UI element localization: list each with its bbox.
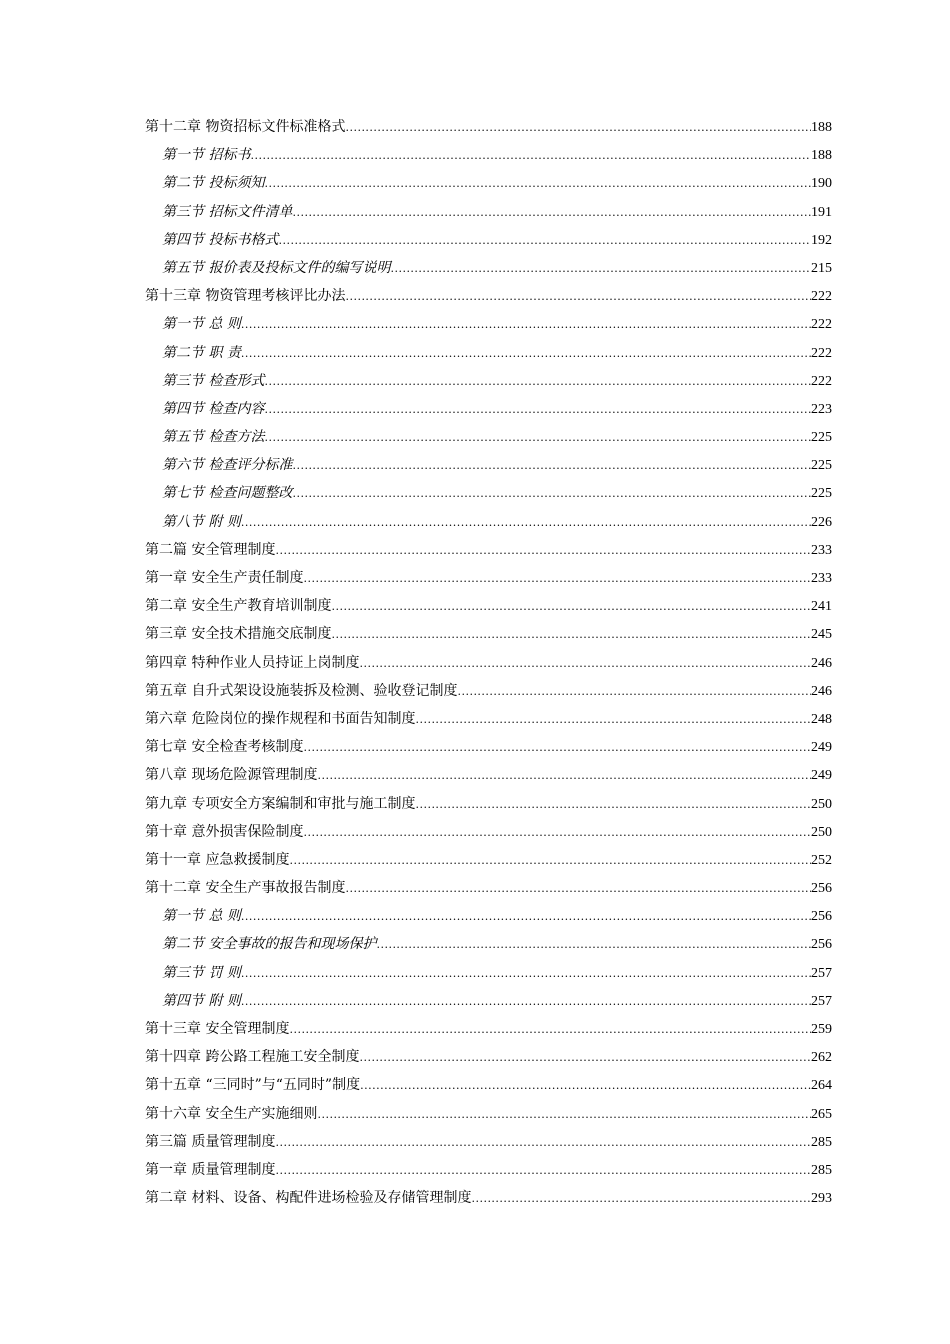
- toc-chapter-entry[interactable]: [145, 1071, 832, 1099]
- toc-dot-leader: [390, 254, 811, 283]
- toc-entry-title: 第二章 安全生产教育培训制度: [145, 598, 332, 615]
- toc-section-entry[interactable]: [145, 508, 832, 536]
- toc-section-entry[interactable]: [145, 310, 832, 338]
- toc-section-entry[interactable]: [145, 479, 832, 507]
- toc-page-number: 222: [811, 289, 832, 305]
- toc-section-entry[interactable]: [145, 930, 832, 958]
- toc-dot-leader: [275, 1128, 811, 1157]
- toc-chapter-entry[interactable]: [145, 761, 832, 789]
- toc-page-number: 245: [811, 627, 832, 643]
- toc-entry-title: 第七节 检查问题整改: [162, 485, 293, 502]
- toc-entry-title: 第九章 专项安全方案编制和审批与施工制度: [145, 795, 416, 812]
- toc-page-number: 192: [811, 232, 832, 248]
- toc-section-entry[interactable]: [145, 987, 832, 1015]
- toc-dot-leader: [415, 790, 811, 819]
- toc-dot-leader: [292, 198, 811, 227]
- toc-dot-leader: [241, 339, 811, 368]
- toc-page-number: 222: [811, 345, 832, 361]
- toc-dot-leader: [278, 226, 811, 255]
- toc-chapter-entry[interactable]: [145, 1100, 832, 1128]
- toc-dot-leader: [303, 733, 811, 762]
- toc-dot-leader: [331, 592, 811, 621]
- toc-dot-leader: [292, 479, 811, 508]
- toc-page-number: 190: [811, 176, 832, 192]
- toc-page-number: 248: [811, 711, 832, 727]
- toc-dot-leader: [317, 1100, 811, 1129]
- toc-entry-title: 第三节 检查形式: [162, 372, 265, 389]
- toc-page-number: 293: [811, 1191, 832, 1207]
- toc-section-entry[interactable]: [145, 423, 832, 451]
- toc-dot-leader: [289, 1015, 811, 1044]
- toc-dot-leader: [360, 1071, 811, 1100]
- toc-entry-title: 第十二章 物资招标文件标准格式: [145, 119, 346, 135]
- toc-page-number: 225: [811, 458, 832, 474]
- toc-entry-title: 第四节 投标书格式: [162, 231, 279, 248]
- toc-entry-title: 第十一章 应急救援制度: [145, 851, 290, 868]
- toc-dot-leader: [457, 677, 811, 706]
- toc-page-number: 222: [811, 373, 832, 389]
- toc-entry-title: 第六节 检查评分标准: [162, 457, 293, 474]
- toc-section-entry[interactable]: [145, 339, 832, 367]
- toc-page-number: 191: [811, 204, 832, 220]
- toc-section-entry[interactable]: [145, 254, 832, 282]
- toc-page-number: 256: [811, 937, 832, 953]
- toc-chapter-entry[interactable]: [145, 733, 832, 761]
- toc-chapter-entry[interactable]: [145, 620, 832, 648]
- toc-dot-leader: [376, 930, 811, 959]
- toc-chapter-entry[interactable]: [145, 282, 832, 310]
- toc-chapter-entry[interactable]: [145, 818, 832, 846]
- table-of-contents: [145, 113, 832, 1212]
- toc-page-number: 257: [811, 993, 832, 1009]
- toc-section-entry[interactable]: [145, 959, 832, 987]
- toc-entry-title: 第三节 招标文件清单: [162, 203, 293, 220]
- toc-page-number: 252: [811, 852, 832, 868]
- toc-page-number: 233: [811, 571, 832, 586]
- toc-entry-title: 第五章 自升式架设设施装拆及检测、验收登记制度: [145, 682, 458, 699]
- toc-dot-leader: [471, 1184, 811, 1213]
- toc-page-number: 262: [811, 1050, 832, 1066]
- toc-page-number: 223: [811, 401, 832, 417]
- toc-dot-leader: [331, 620, 811, 649]
- toc-page-number: 188: [811, 120, 832, 135]
- toc-entry-title: 第一节 招标书: [162, 147, 251, 164]
- toc-dot-leader: [241, 310, 811, 339]
- toc-entry-title: 第二节 职 责: [162, 344, 241, 361]
- toc-dot-leader: [345, 874, 811, 903]
- toc-entry-title: 第十三章 物资管理考核评比办法: [145, 288, 346, 305]
- toc-dot-leader: [303, 818, 811, 847]
- toc-page-number: 249: [811, 768, 832, 784]
- toc-dot-leader: [289, 846, 811, 875]
- toc-dot-leader: [264, 169, 811, 198]
- toc-entry-title: 第一章 质量管理制度: [145, 1161, 276, 1178]
- toc-dot-leader: [264, 395, 811, 424]
- toc-entry-title: 第十三章 安全管理制度: [145, 1021, 290, 1037]
- toc-chapter-entry[interactable]: [145, 705, 832, 733]
- toc-page-number: 246: [811, 683, 832, 699]
- toc-section-entry[interactable]: [145, 169, 832, 197]
- toc-chapter-entry[interactable]: [145, 1043, 832, 1071]
- toc-page-number: 215: [811, 260, 832, 276]
- toc-page-number: 265: [811, 1106, 832, 1122]
- toc-entry-title: 第八节 附 则: [162, 513, 241, 530]
- toc-chapter-entry[interactable]: [145, 1184, 832, 1212]
- toc-chapter-entry[interactable]: [145, 113, 832, 141]
- toc-entry-title: 第一节 总 则: [162, 316, 241, 333]
- toc-page-number: 225: [811, 486, 832, 502]
- toc-section-entry[interactable]: [145, 226, 832, 254]
- toc-dot-leader: [345, 113, 811, 142]
- toc-page-number: 256: [811, 909, 832, 925]
- toc-entry-title: 第一章 安全生产责任制度: [145, 570, 304, 586]
- toc-dot-leader: [241, 508, 811, 537]
- toc-entry-title: 第四节 检查内容: [162, 400, 265, 417]
- toc-page-number: 249: [811, 740, 832, 756]
- toc-entry-title: 第八章 现场危险源管理制度: [145, 767, 318, 784]
- toc-chapter-entry[interactable]: [145, 1015, 832, 1043]
- toc-entry-title: 第四章 特种作业人员持证上岗制度: [145, 654, 360, 671]
- toc-chapter-entry[interactable]: [145, 874, 832, 902]
- toc-entry-title: 第二节 安全事故的报告和现场保护: [162, 936, 377, 953]
- toc-dot-leader: [264, 367, 811, 396]
- toc-section-entry[interactable]: [145, 395, 832, 423]
- toc-page-number: 285: [811, 1134, 832, 1150]
- toc-section-entry[interactable]: [145, 451, 832, 479]
- toc-entry-title: 第十六章 安全生产实施细则: [145, 1105, 318, 1122]
- toc-entry-title: 第二章 材料、设备、构配件进场检验及存储管理制度: [145, 1190, 472, 1207]
- toc-dot-leader: [250, 141, 811, 170]
- toc-page-number: 225: [811, 430, 832, 446]
- toc-page-number: 222: [811, 317, 832, 333]
- toc-dot-leader: [303, 564, 811, 593]
- toc-page-number: 241: [811, 599, 832, 615]
- toc-dot-leader: [359, 649, 811, 678]
- toc-page-number: 188: [811, 148, 832, 164]
- toc-chapter-entry[interactable]: [145, 1128, 832, 1156]
- toc-dot-leader: [264, 423, 811, 452]
- toc-page-number: 257: [811, 965, 832, 981]
- toc-entry-title: 第四节 附 则: [162, 992, 241, 1009]
- toc-entry-title: 第七章 安全检查考核制度: [145, 739, 304, 756]
- toc-entry-title: 第一节 总 则: [162, 908, 241, 925]
- toc-page-number: 233: [811, 542, 832, 558]
- toc-dot-leader: [241, 987, 811, 1016]
- toc-section-entry[interactable]: [145, 198, 832, 226]
- toc-page-number: 250: [811, 796, 832, 812]
- toc-entry-title: 第十章 意外损害保险制度: [145, 823, 304, 840]
- toc-chapter-entry[interactable]: [145, 536, 832, 564]
- toc-dot-leader: [415, 705, 811, 734]
- toc-dot-leader: [292, 451, 811, 480]
- toc-page-number: 256: [811, 881, 832, 897]
- toc-dot-leader: [275, 536, 811, 565]
- toc-section-entry[interactable]: [145, 141, 832, 169]
- toc-page-number: 285: [811, 1162, 832, 1178]
- toc-chapter-entry[interactable]: [145, 846, 832, 874]
- toc-entry-title: 第十五章 “三同时”与“五同时”制度: [145, 1077, 361, 1094]
- toc-dot-leader: [241, 902, 811, 931]
- toc-page-number: 259: [811, 1022, 832, 1037]
- toc-chapter-entry[interactable]: [145, 1156, 832, 1184]
- toc-entry-title: 第五节 检查方法: [162, 429, 265, 446]
- toc-dot-leader: [345, 282, 811, 311]
- toc-chapter-entry[interactable]: [145, 592, 832, 620]
- toc-section-entry[interactable]: [145, 902, 832, 930]
- toc-chapter-entry[interactable]: [145, 790, 832, 818]
- toc-page-number: 264: [811, 1078, 832, 1094]
- toc-entry-title: 第三篇 质量管理制度: [145, 1133, 276, 1150]
- toc-page-number: 226: [811, 514, 832, 530]
- toc-entry-title: 第二节 投标须知: [162, 175, 265, 192]
- toc-chapter-entry[interactable]: [145, 564, 832, 592]
- toc-section-entry[interactable]: [145, 367, 832, 395]
- toc-dot-leader: [359, 1043, 811, 1072]
- toc-entry-title: 第六章 危险岗位的操作规程和书面告知制度: [145, 710, 416, 727]
- toc-page-number: 250: [811, 824, 832, 840]
- toc-dot-leader: [275, 1156, 811, 1185]
- toc-page-number: 246: [811, 655, 832, 671]
- toc-dot-leader: [317, 761, 811, 790]
- toc-entry-title: 第三节 罚 则: [162, 964, 241, 981]
- toc-chapter-entry[interactable]: [145, 649, 832, 677]
- toc-entry-title: 第十二章 安全生产事故报告制度: [145, 880, 346, 897]
- toc-entry-title: 第三章 安全技术措施交底制度: [145, 626, 332, 643]
- toc-entry-title: 第五节 报价表及投标文件的编写说明: [162, 259, 391, 276]
- toc-entry-title: 第二篇 安全管理制度: [145, 541, 276, 558]
- toc-entry-title: 第十四章 跨公路工程施工安全制度: [145, 1049, 360, 1066]
- toc-dot-leader: [241, 959, 811, 988]
- toc-chapter-entry[interactable]: [145, 677, 832, 705]
